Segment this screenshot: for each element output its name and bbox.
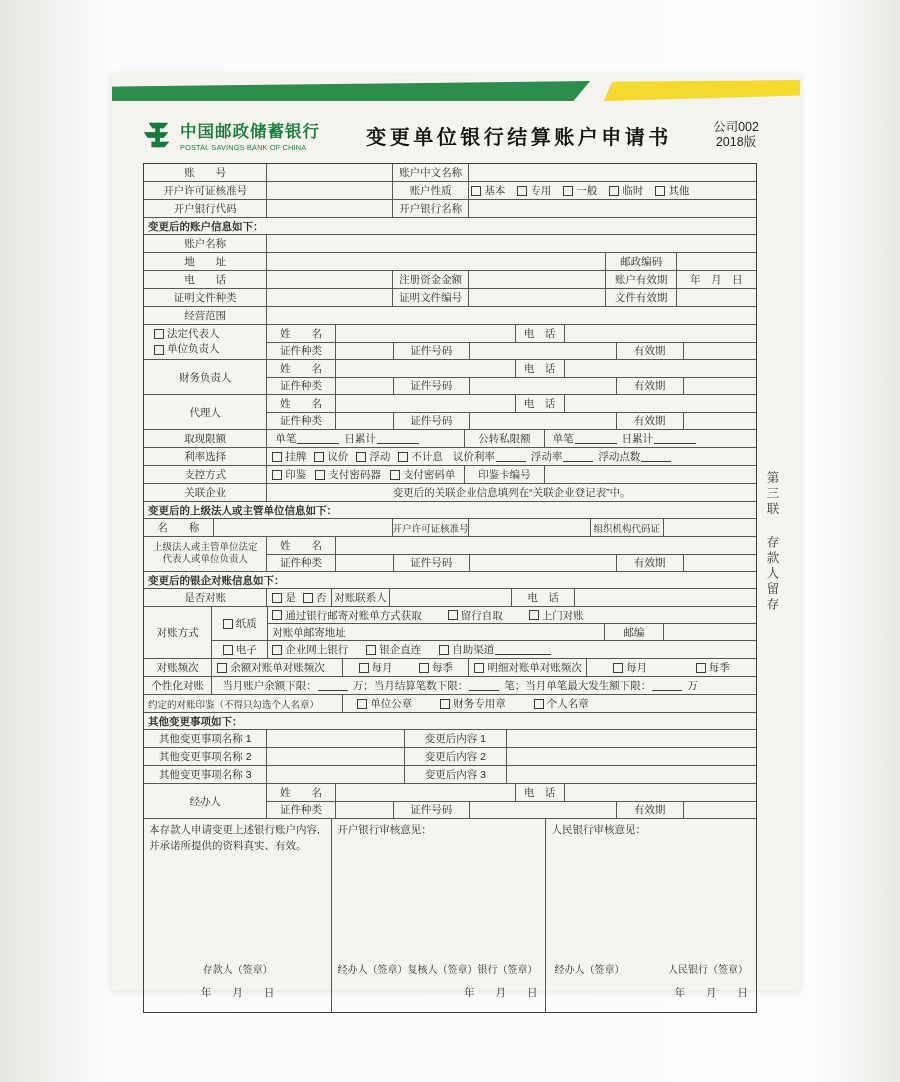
label-legal-phone: 电 话: [515, 325, 564, 342]
checkbox-label-mail-statement: 通过银行邮寄对账单方式获取: [285, 609, 422, 622]
field-balance-freq-options: [342, 659, 468, 676]
label-other-item-1: 其他变更事项名称 1: [158, 733, 252, 745]
label-bank-name: 开户银行名称: [392, 200, 469, 217]
table-row: [144, 465, 756, 483]
row-legal-representative: [144, 324, 756, 359]
checkbox-label-detail-quarterly: 每季: [708, 662, 730, 674]
label-negotiated-rate: 议价利率: [452, 451, 495, 463]
table-row: [144, 765, 756, 783]
field-detail-freq: [468, 659, 586, 676]
label-agent-name: 姓 名: [279, 397, 322, 410]
checkbox-label-unit-official-seal: 单位公章: [370, 698, 413, 710]
table-row: [144, 729, 756, 747]
checkbox-rate-floating[interactable]: [356, 452, 366, 462]
checkbox-nature-basic[interactable]: [471, 186, 481, 196]
pboc-review-cell: [545, 819, 756, 1012]
checkbox-label-detail-statement-freq: 明细对账单对账频次: [487, 662, 582, 674]
label-daily-total: 日累计: [344, 433, 376, 445]
label-account-name: 账户名称: [184, 238, 227, 250]
label-doc-no: 证明文件编号: [392, 289, 469, 306]
label-handler-name: 姓 名: [279, 786, 322, 799]
label-agent: 代理人: [189, 406, 221, 419]
checkbox-label-special: 专用: [530, 185, 552, 197]
field-other-content-3[interactable]: [506, 766, 756, 783]
label-reg-capital: 注册资金金额: [392, 271, 469, 288]
field-finance-name[interactable]: [335, 360, 515, 377]
field-pub2priv-limit: [544, 430, 756, 447]
field-agent-id-type[interactable]: [335, 413, 393, 430]
field-superior-name[interactable]: [213, 519, 392, 536]
blank-per-txn[interactable]: [297, 434, 339, 444]
checkbox-label-cipher-slip: 支付密码单: [402, 469, 456, 481]
blank-negotiated-rate[interactable]: [496, 452, 526, 462]
checkbox-label-no-interest: 不计息: [411, 451, 443, 463]
label-finance-id-no: 证件号码: [393, 378, 469, 395]
checkbox-label-legal-rep: 法定代表人: [167, 327, 220, 340]
table-row: [144, 747, 756, 765]
label-other-item-2: 其他变更事项名称 2: [158, 751, 252, 763]
checkbox-paper[interactable]: [223, 619, 233, 629]
blank-max-single-floor[interactable]: [652, 681, 682, 691]
blank-float-points[interactable]: [641, 452, 671, 462]
checkbox-label-listed: 挂牌: [285, 451, 307, 463]
label-address: 地 址: [184, 256, 227, 268]
row-superior-person: [144, 536, 756, 571]
field-postcode[interactable]: [676, 253, 756, 270]
label-legal-id-type: 证件种类: [279, 345, 322, 358]
field-is-reconcile: [266, 589, 331, 606]
text-txn-count-floor: 万；当月结算笔数下限：: [352, 680, 469, 692]
checkbox-label-cipher-device: 支付密码器: [328, 469, 381, 481]
table-row: [144, 181, 756, 199]
label-related-enterprise: 关联企业: [184, 487, 227, 499]
field-legal-phone[interactable]: [564, 325, 756, 342]
checkbox-personal-seal[interactable]: [534, 699, 544, 709]
label-finance-phone: 电 话: [515, 360, 564, 377]
sig-depositor: 存款人（签章）: [202, 965, 273, 976]
field-electronic-options: [267, 641, 756, 658]
label-superior-name: 名 称: [157, 522, 200, 534]
label-other-item-3: 其他变更事项名称 3: [158, 769, 252, 781]
checkbox-nature-special[interactable]: [517, 186, 527, 196]
field-account-nature: [468, 182, 756, 199]
field-personalized-reconcile: [211, 677, 756, 694]
label-superior-valid: 有效期: [616, 555, 683, 572]
decor-band: [112, 79, 800, 103]
field-other-item-2[interactable]: [266, 748, 404, 765]
field-handler-id-no[interactable]: [469, 802, 616, 819]
row-signatures: [144, 818, 756, 1012]
field-org-code-cert[interactable]: [663, 519, 756, 536]
field-paper-options: [268, 607, 756, 623]
field-cash-limit: [266, 430, 464, 447]
field-other-item-3[interactable]: [266, 766, 404, 783]
label-handler-id-type: 证件种类: [279, 804, 322, 817]
checkbox-pickup-at-bank[interactable]: [448, 610, 458, 620]
checkbox-electronic[interactable]: [223, 645, 233, 655]
bank-review-title: 开户银行审核意见：: [337, 824, 432, 836]
checkbox-label-finance-seal: 财务专用章: [453, 698, 506, 710]
field-superior-permit[interactable]: [468, 519, 589, 536]
checkbox-label-yes: 是: [285, 592, 296, 604]
label-cash-limit: 取现限额: [184, 433, 227, 445]
field-permit-no[interactable]: [266, 182, 391, 199]
table-row: [144, 252, 756, 270]
decor-green-stripe: [112, 81, 590, 101]
field-other-item-1[interactable]: [266, 730, 404, 747]
checkbox-payment-cipher-slip[interactable]: [390, 470, 400, 480]
pboc-review-title: 人民银行审核意见：: [551, 824, 646, 836]
field-detail-freq-options: [586, 659, 756, 676]
label-legal-valid: 有效期: [616, 343, 683, 360]
field-finance-id-no[interactable]: [469, 378, 616, 395]
field-superior-person-name[interactable]: [335, 537, 756, 554]
checkbox-balance-quarterly[interactable]: [419, 663, 429, 673]
label-handler-phone: 电 话: [515, 784, 564, 801]
field-superior-id-no[interactable]: [469, 555, 616, 572]
field-handler-name[interactable]: [335, 784, 515, 801]
label-other-content-3: 变更后内容 3: [404, 766, 506, 783]
label-legal-representative: [144, 325, 266, 359]
date-depositor: 年 月 日: [200, 987, 275, 999]
form-page: [112, 75, 800, 999]
form-code: [700, 120, 772, 150]
label-postcode: 邮政编码: [605, 253, 675, 270]
depositor-declaration-cell: [144, 819, 331, 1012]
label-superior-id-no: 证件号码: [393, 555, 469, 572]
label-business-scope: 经营范围: [184, 310, 227, 322]
table-row: [144, 234, 756, 252]
field-bank-name[interactable]: [468, 200, 756, 217]
form-title: 变更单位银行结算账户申请书: [366, 126, 672, 149]
sig-bank: 经办人（签章）复核人（签章）银行（签章）: [337, 965, 538, 976]
psbc-logo-icon: [142, 119, 174, 151]
label-superior-id-type: 证件种类: [279, 557, 322, 570]
checkbox-reconcile-no[interactable]: [303, 593, 313, 603]
checkbox-label-unit-head: 单位负责人: [167, 343, 220, 355]
label-seal-card-no: 印鉴卡编号: [464, 466, 544, 483]
table-row: [144, 518, 756, 536]
text-max-single-floor: 笔；当月单笔最大发生额下限：: [504, 680, 652, 692]
field-bank-code[interactable]: [266, 200, 391, 217]
depositor-declaration: 本存款人申请变更上述银行账户内容,并承诺所提供的资料真实、有效。: [149, 824, 320, 853]
checkbox-detail-statement-freq[interactable]: [474, 663, 484, 673]
field-other-content-2[interactable]: [506, 748, 756, 765]
label-finance-valid: 有效期: [616, 378, 683, 395]
checkbox-detail-monthly[interactable]: [613, 663, 623, 673]
field-balance-freq: [211, 659, 342, 676]
checkbox-rate-no-interest[interactable]: [398, 452, 408, 462]
checkbox-label-temporary: 临时: [622, 185, 644, 197]
field-doc-valid[interactable]: [676, 289, 756, 306]
section-title: 变更后的账户信息如下：: [148, 220, 264, 233]
label-agreed-seal: 约定的对账印鉴（不得只勾选个人名章）: [148, 699, 320, 711]
checkbox-reconcile-yes[interactable]: [272, 593, 282, 603]
checkbox-bank-direct-link[interactable]: [366, 645, 376, 655]
label-other-content-2: 变更后内容 2: [404, 748, 506, 765]
table-row: [144, 429, 756, 447]
table-row: [144, 483, 756, 501]
bank-review-cell: [331, 819, 545, 1012]
label-superior-person-line2: 代表人或单位负责人: [162, 554, 248, 565]
blank-balance-floor[interactable]: [318, 681, 348, 691]
label-pub2priv-limit: 公转私限额: [464, 430, 544, 447]
label-legal-name: 姓 名: [279, 327, 322, 340]
checkbox-label-pickup-at-bank: 留行自取: [460, 609, 503, 622]
label-reconcile-freq: 对账频次: [156, 662, 199, 674]
label-reconcile-method: 对账方式: [156, 627, 199, 639]
checkbox-label-personal-seal: 个人名章: [546, 698, 589, 710]
related-enterprise-note: 变更后的关联企业信息填列在“关联企业登记表”中。: [266, 484, 756, 501]
checkbox-label-electronic: 电子: [235, 644, 257, 657]
field-finance-valid[interactable]: [683, 378, 756, 395]
section-header-reconciliation: [144, 571, 756, 588]
label-account-no: 账 号: [184, 167, 227, 179]
field-seal-card-no[interactable]: [544, 466, 756, 483]
checkbox-label-other: 其他: [668, 185, 690, 197]
checkbox-payment-cipher-device[interactable]: [315, 470, 325, 480]
label-org-code-cert: 组织机构代码证: [590, 519, 663, 536]
section-header-account: [144, 217, 756, 234]
section-title: 其他变更事项如下：: [148, 715, 243, 728]
table-row: [144, 288, 756, 306]
field-legal-valid[interactable]: [683, 343, 756, 360]
checkbox-label-paper: 纸质: [235, 618, 257, 631]
label-personalized-reconcile: 个性化对账: [151, 680, 204, 692]
label-mail-zip: 邮编: [604, 624, 664, 640]
table-row: [144, 199, 756, 217]
checkbox-rate-negotiated[interactable]: [314, 452, 324, 462]
label-float-rate: 浮动率: [530, 451, 563, 463]
label-float-points: 浮动点数: [598, 451, 641, 463]
label-is-reconcile: 是否对账: [184, 592, 227, 604]
label-superior-person: [144, 537, 266, 571]
checkbox-label-corporate-ebank: 企业网上银行: [285, 644, 349, 657]
section-header-other: [144, 712, 756, 729]
field-legal-id-type[interactable]: [335, 343, 393, 360]
decor-yellow-stripe: [596, 80, 800, 101]
table-row: [144, 676, 756, 694]
table-row: [144, 306, 756, 324]
section-header-superior: [144, 501, 756, 518]
checkbox-label-seal: 印鉴: [285, 469, 307, 481]
label-account-nature: 账户性质: [392, 182, 469, 199]
blank-self-service-channel[interactable]: [495, 645, 551, 655]
field-agent-valid[interactable]: [683, 413, 756, 430]
checkbox-unit-head[interactable]: [154, 345, 164, 355]
field-other-content-1[interactable]: [506, 730, 756, 747]
checkbox-label-floating: 浮动: [369, 451, 391, 463]
checkbox-seal[interactable]: [272, 470, 282, 480]
checkbox-label-detail-monthly: 每月: [626, 662, 648, 674]
field-account-name[interactable]: [266, 235, 756, 252]
form-table: [143, 163, 757, 1013]
blank-per-txn2[interactable]: [575, 434, 617, 444]
checkbox-label-balance-quarterly: 每季: [432, 662, 454, 674]
field-legal-name[interactable]: [335, 325, 515, 342]
psbc-logo: [142, 118, 338, 152]
field-mail-zip[interactable]: [663, 624, 756, 640]
field-doc-type[interactable]: [266, 289, 391, 306]
label-reconcile-phone: 电 话: [511, 589, 574, 606]
label-control-method: 支控方式: [184, 469, 227, 481]
label-handler: 经办人: [189, 795, 221, 808]
label-mailing-address: 对账单邮寄地址: [272, 626, 346, 639]
field-handler-phone[interactable]: [564, 784, 756, 801]
label-phone: 电 话: [184, 274, 227, 286]
field-handler-valid[interactable]: [683, 802, 756, 819]
label-handler-valid: 有效期: [616, 802, 683, 819]
checkbox-mail-statement[interactable]: [272, 610, 282, 620]
table-row: [144, 588, 756, 606]
checkbox-label-balance-statement-freq: 余额对账单对账频次: [230, 662, 325, 674]
field-rate-choice: [266, 448, 756, 465]
field-reconcile-contact[interactable]: [389, 589, 511, 606]
label-paper-method: [212, 607, 267, 640]
form-header: [142, 109, 772, 161]
field-account-valid-ymd[interactable]: 年 月 日: [676, 271, 756, 288]
field-agent-phone[interactable]: [564, 395, 756, 412]
checkbox-label-bank-direct-link: 银企直连: [379, 644, 422, 657]
table-row: [144, 694, 756, 712]
label-per-txn: 单笔: [275, 433, 297, 445]
blank-txn-count-floor[interactable]: [469, 681, 499, 691]
field-doc-no[interactable]: [468, 289, 605, 306]
checkbox-self-service-channel[interactable]: [439, 645, 449, 655]
checkbox-label-self-service-channel: 自助渠道: [452, 644, 495, 657]
label-superior-person-name: 姓 名: [279, 539, 322, 552]
field-agent-name[interactable]: [335, 395, 515, 412]
copy-note-line2: 存款人留存: [765, 535, 779, 613]
field-account-no[interactable]: [266, 164, 391, 181]
field-agent-id-no[interactable]: [469, 413, 616, 430]
label-agent-id-type: 证件种类: [279, 415, 322, 428]
field-phone[interactable]: [266, 271, 391, 288]
row-finance-head: [144, 359, 756, 394]
label-finance-name: 姓 名: [279, 362, 322, 375]
label-daily-total2: 日累计: [621, 433, 654, 445]
label-legal-id-no: 证件号码: [393, 343, 469, 360]
field-finance-id-type[interactable]: [335, 378, 393, 395]
blank-daily-total[interactable]: [377, 434, 419, 444]
label-finance-id-type: 证件种类: [279, 380, 322, 393]
label-reconcile-contact: 对账联系人: [331, 589, 389, 606]
field-superior-valid[interactable]: [683, 555, 756, 572]
label-doc-valid: 文件有效期: [605, 289, 675, 306]
table-row: [144, 658, 756, 676]
text-balance-floor: 当月账户余额下限：: [222, 680, 317, 692]
label-agent-id-no: 证件号码: [393, 413, 469, 430]
date-bank: 年 月 日: [463, 987, 538, 999]
text-unit-wan: 万: [687, 680, 698, 692]
checkbox-balance-statement-freq[interactable]: [217, 663, 227, 673]
checkbox-legal-rep[interactable]: [154, 329, 164, 339]
checkbox-unit-official-seal[interactable]: [357, 699, 367, 709]
field-superior-id-type[interactable]: [335, 555, 393, 572]
checkbox-nature-other[interactable]: [655, 186, 665, 196]
checkbox-detail-quarterly[interactable]: [696, 663, 706, 673]
sig-pboc: [546, 961, 756, 976]
form-code-line1: 公司002: [713, 120, 759, 134]
label-other-content-1: 变更后内容 1: [404, 730, 506, 747]
row-reconcile-method: [144, 606, 756, 658]
label-account-valid: 账户有效期: [605, 271, 675, 288]
label-superior-permit: 开户许可证核准号: [392, 519, 469, 536]
copy-note: [763, 471, 781, 613]
field-control-method: [266, 466, 464, 483]
sig-pboc-handler: 经办人（签章）: [554, 965, 625, 976]
field-legal-id-no[interactable]: [469, 343, 616, 360]
section-title: 变更后的上级法人或主管单位信息如下：: [148, 504, 337, 517]
checkbox-label-no: 否: [315, 592, 327, 604]
checkbox-label-negotiated: 议价: [327, 451, 349, 463]
checkbox-label-onsite-reconcile: 上门对账: [541, 609, 584, 622]
field-account-cn-name[interactable]: [468, 164, 756, 181]
label-electronic-method: [212, 641, 267, 658]
copy-note-line1: 第三联: [765, 471, 779, 518]
blank-float-rate[interactable]: [563, 452, 593, 462]
checkbox-onsite-reconcile[interactable]: [529, 610, 539, 620]
table-row: [144, 447, 756, 465]
checkbox-label-basic: 基本: [484, 185, 506, 197]
checkbox-corporate-ebank[interactable]: [272, 645, 282, 655]
date-pboc: 年 月 日: [674, 987, 748, 999]
label-agent-phone: 电 话: [515, 395, 564, 412]
label-per-txn2: 单笔: [552, 433, 574, 445]
sig-pboc-bank: 人民银行（签章）: [668, 965, 748, 976]
table-row: [144, 270, 756, 288]
label-permit-no: 开户许可证核准号: [163, 185, 248, 197]
checkbox-label-general: 一般: [576, 185, 598, 197]
label-bank-code: 开户银行代码: [173, 203, 237, 215]
field-business-scope[interactable]: [266, 307, 756, 324]
bank-name-en: POSTAL SAVINGS BANK OF CHINA: [180, 143, 307, 152]
label-handler-id-no: 证件号码: [393, 802, 469, 819]
label-rate-choice: 利率选择: [184, 451, 227, 463]
blank-daily-total2[interactable]: [654, 434, 696, 444]
checkbox-label-balance-monthly: 每月: [371, 662, 393, 674]
label-superior-person-line1: 上级法人或主管单位法定: [152, 541, 258, 553]
checkbox-balance-monthly[interactable]: [359, 663, 369, 673]
field-finance-phone[interactable]: [564, 360, 756, 377]
field-address[interactable]: [266, 253, 605, 270]
field-reconcile-phone[interactable]: [574, 589, 756, 606]
field-reg-capital[interactable]: [468, 271, 605, 288]
label-agent-valid: 有效期: [616, 413, 683, 430]
field-mailing-address[interactable]: [268, 624, 603, 640]
row-handler: [144, 783, 756, 818]
table-row: [144, 164, 756, 181]
checkbox-rate-listed[interactable]: [272, 452, 282, 462]
label-doc-type: 证明文件种类: [173, 292, 237, 304]
checkbox-nature-general[interactable]: [563, 186, 573, 196]
label-finance-head: 财务负责人: [178, 371, 232, 384]
checkbox-nature-temporary[interactable]: [609, 186, 619, 196]
form-code-line2: 2018版: [715, 135, 757, 149]
row-agent: [144, 394, 756, 429]
label-account-cn-name: 账户中文名称: [392, 164, 469, 181]
field-agreed-seal: [342, 695, 756, 712]
bank-name-cn: 中国邮政储蓄银行: [180, 123, 320, 141]
section-title: 变更后的银企对账信息如下：: [148, 574, 285, 587]
field-handler-id-type[interactable]: [335, 802, 393, 819]
checkbox-finance-seal[interactable]: [440, 699, 450, 709]
